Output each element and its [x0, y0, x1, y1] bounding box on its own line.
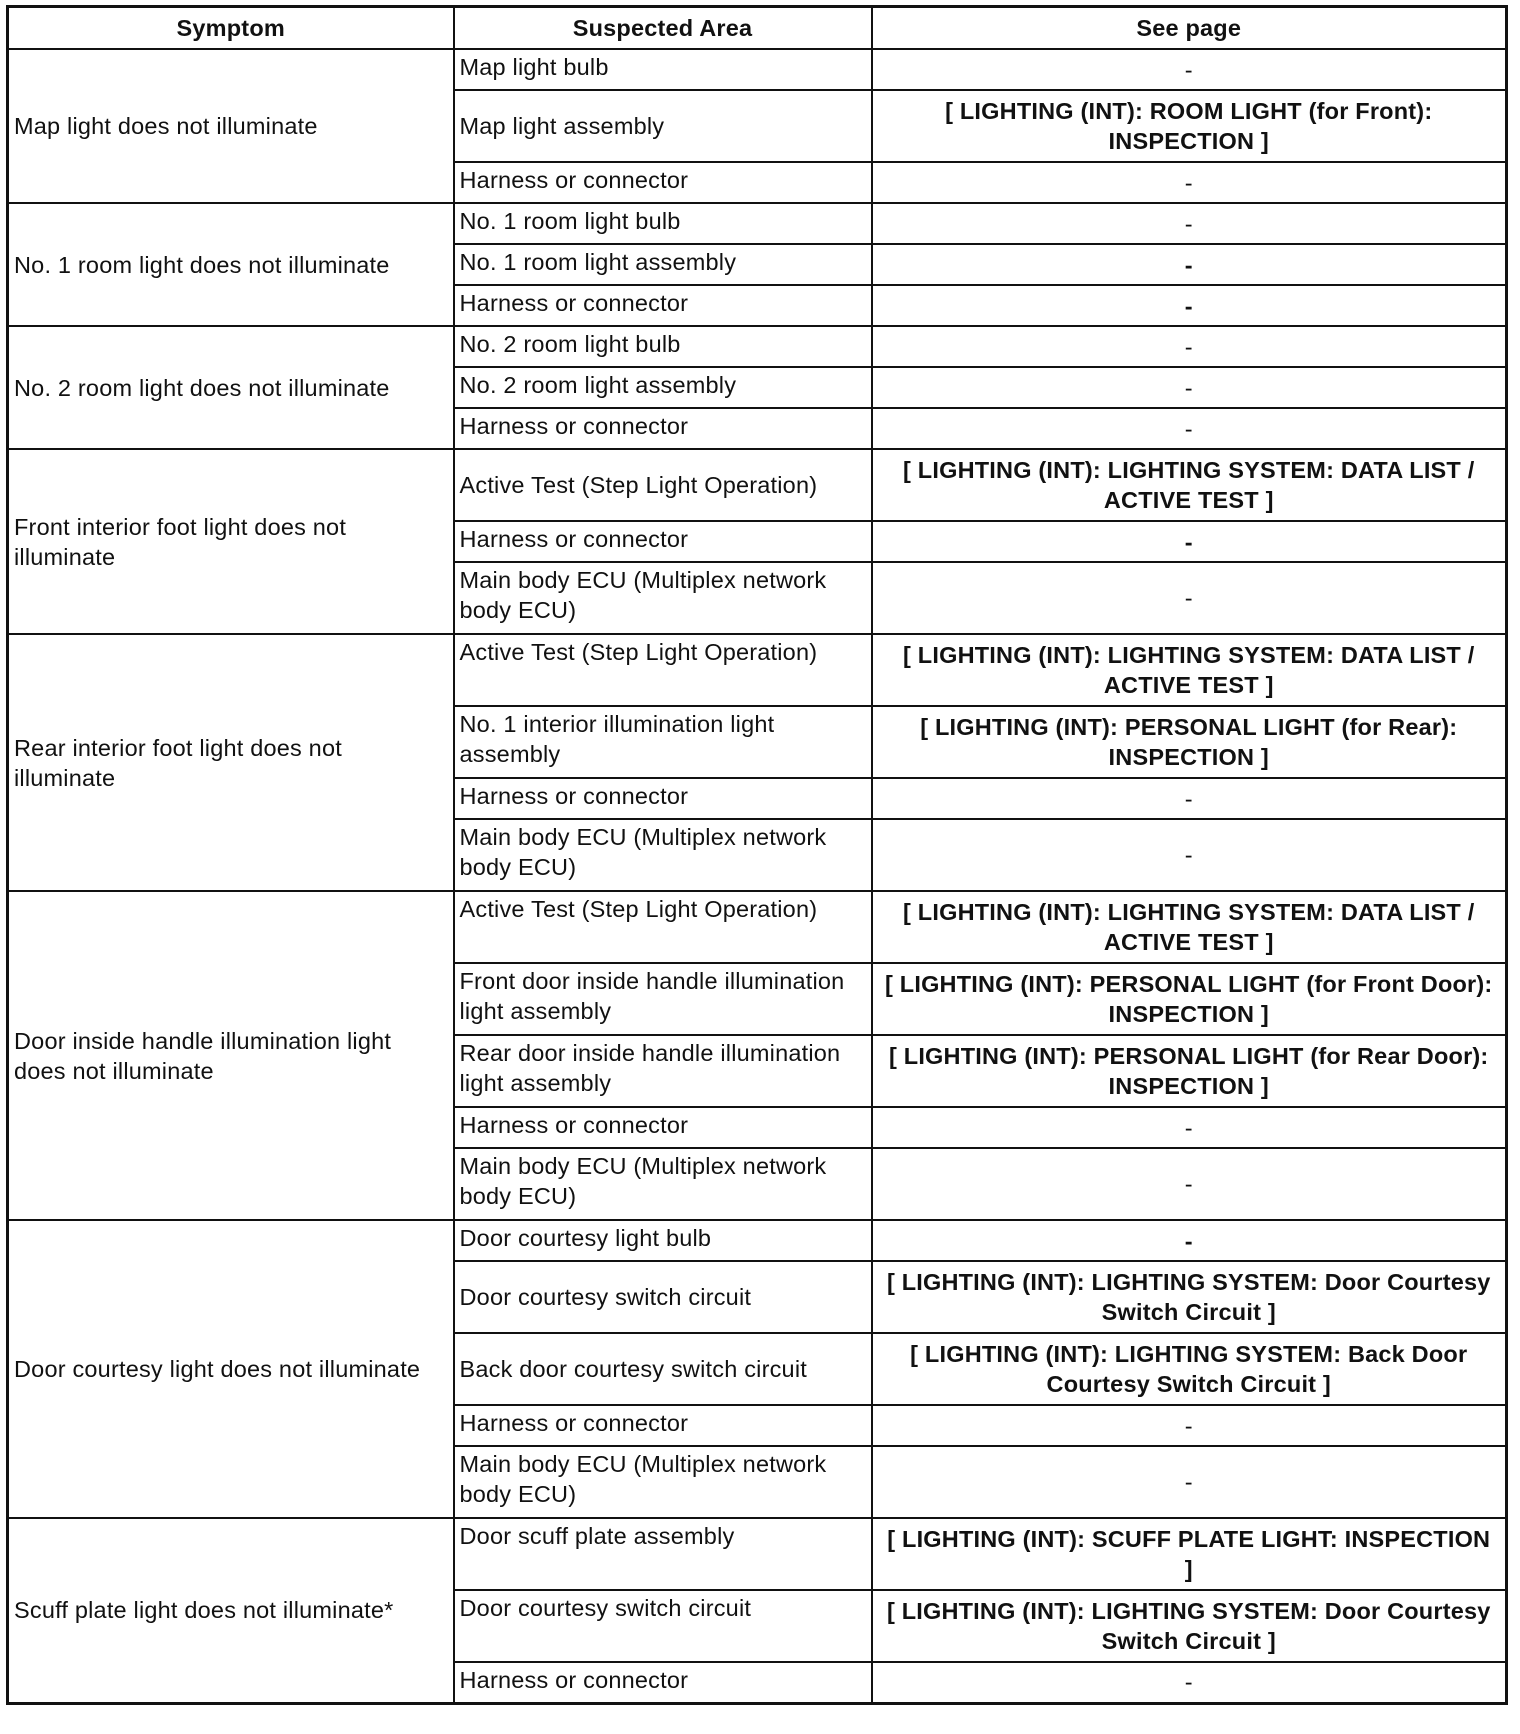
suspected-area-cell: Harness or connector	[454, 162, 872, 203]
see-page-cell: -	[872, 367, 1507, 408]
see-page-link[interactable]: [ LIGHTING (INT): SCUFF PLATE LIGHT: INSPECTION ]	[872, 1518, 1507, 1590]
suspected-area-cell: No. 2 room light bulb	[454, 326, 872, 367]
table-row	[8, 1220, 1507, 1261]
header-row	[8, 7, 1507, 50]
suspected-area-cell: Harness or connector	[454, 778, 872, 819]
suspected-area-cell: Main body ECU (Multiplex network body ECU)	[454, 562, 872, 634]
column-header-symptom: Symptom	[8, 7, 454, 50]
table-row	[8, 1518, 1507, 1590]
suspected-area-cell: Map light bulb	[454, 49, 872, 90]
suspected-area-cell: Door courtesy switch circuit	[454, 1261, 872, 1333]
see-page-cell: -	[872, 778, 1507, 819]
see-page-link[interactable]: [ LIGHTING (INT): LIGHTING SYSTEM: DATA LIST / ACTIVE TEST ]	[872, 634, 1507, 706]
suspected-area-cell: No. 2 room light assembly	[454, 367, 872, 408]
problem-symptoms-table-container	[6, 5, 1505, 1705]
see-page-cell: -	[872, 1662, 1507, 1703]
see-page-link[interactable]: [ LIGHTING (INT): LIGHTING SYSTEM: Back Door Courtesy Switch Circuit ]	[872, 1333, 1507, 1405]
suspected-area-cell: Main body ECU (Multiplex network body ECU)	[454, 1446, 872, 1518]
see-page-cell: -	[872, 408, 1507, 449]
suspected-area-cell: Harness or connector	[454, 408, 872, 449]
table-header	[8, 7, 1507, 50]
see-page-cell: -	[872, 562, 1507, 634]
suspected-area-cell: Harness or connector	[454, 1405, 872, 1446]
see-page-link[interactable]: [ LIGHTING (INT): PERSONAL LIGHT (for Rear Door): INSPECTION ]	[872, 1035, 1507, 1107]
symptom-cell: Rear interior foot light does not illuminate	[8, 634, 454, 891]
see-page-link[interactable]: [ LIGHTING (INT): PERSONAL LIGHT (for Front Door): INSPECTION ]	[872, 963, 1507, 1035]
symptom-cell: No. 2 room light does not illuminate	[8, 326, 454, 449]
see-page-link[interactable]: [ LIGHTING (INT): LIGHTING SYSTEM: DATA LIST / ACTIVE TEST ]	[872, 449, 1507, 521]
table-row	[8, 634, 1507, 706]
suspected-area-cell: Back door courtesy switch circuit	[454, 1333, 872, 1405]
see-page-link[interactable]: [ LIGHTING (INT): LIGHTING SYSTEM: Door Courtesy Switch Circuit ]	[872, 1261, 1507, 1333]
suspected-area-cell: Rear door inside handle illumination light assembly	[454, 1035, 872, 1107]
symptom-cell: Map light does not illuminate	[8, 49, 454, 203]
see-page-link[interactable]: [ LIGHTING (INT): LIGHTING SYSTEM: DATA LIST / ACTIVE TEST ]	[872, 891, 1507, 963]
see-page-cell: -	[872, 521, 1507, 562]
see-page-cell: -	[872, 162, 1507, 203]
see-page-link[interactable]: [ LIGHTING (INT): LIGHTING SYSTEM: Door Courtesy Switch Circuit ]	[872, 1590, 1507, 1662]
symptom-cell: Front interior foot light does not illuminate	[8, 449, 454, 634]
suspected-area-cell: Active Test (Step Light Operation)	[454, 891, 872, 963]
table-body	[8, 49, 1507, 1703]
suspected-area-cell: Map light assembly	[454, 90, 872, 162]
suspected-area-cell: Door scuff plate assembly	[454, 1518, 872, 1590]
suspected-area-cell: Active Test (Step Light Operation)	[454, 449, 872, 521]
table-row	[8, 49, 1507, 90]
see-page-cell: -	[872, 819, 1507, 891]
table-row	[8, 891, 1507, 963]
see-page-cell: -	[872, 1107, 1507, 1148]
see-page-cell: -	[872, 244, 1507, 285]
column-header-suspected-area: Suspected Area	[454, 7, 872, 50]
symptom-cell: Door courtesy light does not illuminate	[8, 1220, 454, 1518]
suspected-area-cell: Main body ECU (Multiplex network body ECU)	[454, 819, 872, 891]
suspected-area-cell: Active Test (Step Light Operation)	[454, 634, 872, 706]
suspected-area-cell: No. 1 interior illumination light assembly	[454, 706, 872, 778]
see-page-cell: -	[872, 203, 1507, 244]
table-row	[8, 326, 1507, 367]
symptom-cell: Scuff plate light does not illuminate*	[8, 1518, 454, 1703]
see-page-cell: -	[872, 1148, 1507, 1220]
suspected-area-cell: Harness or connector	[454, 285, 872, 326]
suspected-area-cell: Harness or connector	[454, 1662, 872, 1703]
suspected-area-cell: Harness or connector	[454, 521, 872, 562]
table-row	[8, 449, 1507, 521]
see-page-cell: -	[872, 1446, 1507, 1518]
see-page-cell: -	[872, 49, 1507, 90]
table-row	[8, 203, 1507, 244]
see-page-link[interactable]: [ LIGHTING (INT): PERSONAL LIGHT (for Rear): INSPECTION ]	[872, 706, 1507, 778]
suspected-area-cell: No. 1 room light assembly	[454, 244, 872, 285]
see-page-cell: -	[872, 1220, 1507, 1261]
symptom-cell: No. 1 room light does not illuminate	[8, 203, 454, 326]
see-page-cell: -	[872, 1405, 1507, 1446]
suspected-area-cell: Door courtesy switch circuit	[454, 1590, 872, 1662]
symptom-cell: Door inside handle illumination light does not illuminate	[8, 891, 454, 1220]
suspected-area-cell: Main body ECU (Multiplex network body ECU)	[454, 1148, 872, 1220]
suspected-area-cell: Door courtesy light bulb	[454, 1220, 872, 1261]
see-page-link[interactable]: [ LIGHTING (INT): ROOM LIGHT (for Front): INSPECTION ]	[872, 90, 1507, 162]
suspected-area-cell: Harness or connector	[454, 1107, 872, 1148]
see-page-cell: -	[872, 326, 1507, 367]
suspected-area-cell: Front door inside handle illumination light assembly	[454, 963, 872, 1035]
problem-symptoms-table	[6, 5, 1508, 1705]
suspected-area-cell: No. 1 room light bulb	[454, 203, 872, 244]
column-header-see-page: See page	[872, 7, 1507, 50]
see-page-cell: -	[872, 285, 1507, 326]
